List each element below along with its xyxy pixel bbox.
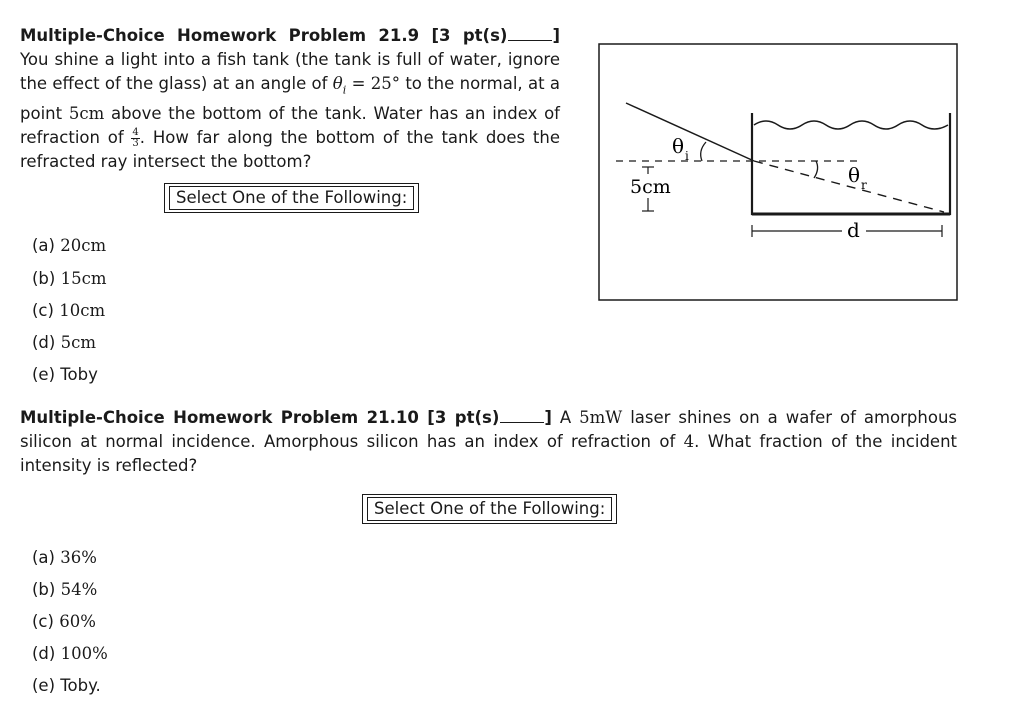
figure-border [599,44,957,300]
problem-1-choice-d[interactable]: (d) 5cm [32,333,96,352]
fraction-four-thirds: $\frac{4}{3}$ [132,127,139,150]
height-label: 5cm [630,176,671,198]
problem-1-choice-c[interactable]: (c) 10cm [32,301,106,320]
problem-2-heading: Multiple-Choice Homework Problem 21.10 [3 pt(s) [20,408,500,427]
problem-1-choice-e[interactable]: (e) Toby [32,365,98,384]
svg-text:r: r [861,178,867,192]
problem-1-choice-b[interactable]: (b) 15cm [32,269,107,288]
svg-text:i: i [685,149,689,163]
problem-2-choice-a[interactable]: (a) 36% [32,548,97,567]
fish-tank-diagram [598,43,958,301]
answer-blank[interactable] [508,26,552,41]
theta-i-label: θ [672,134,685,158]
problem-1-choice-a[interactable]: (a) 20cm [32,236,107,255]
problem-2-select-box: Select One of the Following: [362,494,617,524]
problem-2-choice-c[interactable]: (c) 60% [32,612,96,631]
problem-1-select-box: Select One of the Following: [164,183,419,213]
distance-label: d [847,218,860,242]
problem-2-choice-b[interactable]: (b) 54% [32,580,98,599]
problem-2-text: Multiple-Choice Homework Problem 21.10 [3 pt(s) ] A 5mW laser shines on a wafer of amorphous silicon at normal incidence. Amorphous silicon has an index of refraction of 4. What fraction of the incident intensity is reflected? [20,408,958,475]
problem-1-heading: Multiple-Choice Homework Problem 21.9 [3 pt(s) [20,26,508,45]
problem-1-text: Multiple-Choice Homework Problem 21.9 [3 pt(s) ] You shine a light into a fish tank (the tank is full of water, ignore the effect of the glass) at an angle of $\theta_i = 25^\circ$ to the normal, at a point 5cm above the bottom of the tank. Water has an index of refraction of $\frac{4}{3}$ . How far along the bottom of the tank does the refracted ray intersect the bottom? [20,26,561,172]
problem-2-choice-e[interactable]: (e) Toby. [32,676,101,695]
problem-2-choice-d[interactable]: (d) 100% [32,644,108,663]
theta-r-label: θ [848,163,861,187]
answer-blank-2[interactable] [500,408,544,423]
